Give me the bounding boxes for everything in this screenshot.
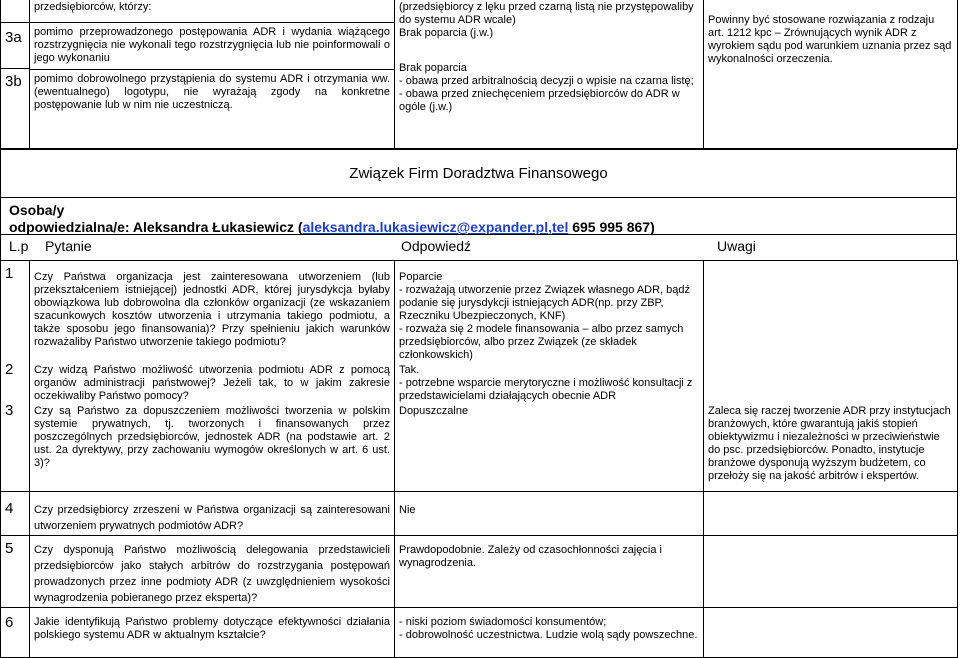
top-remarks-cell [704, 0, 958, 149]
row-number: 3 [1, 404, 30, 491]
remarks-cell [704, 261, 958, 364]
section-title: Związek Firm Doradztwa Finansowego [0, 149, 957, 197]
row-id-column [1, 0, 30, 149]
top-answer-line: - obawa przed arbitralnością decyzji o wpisie na czarna listę; [399, 75, 694, 87]
contact-person: odpowiedzialna/e: Aleksandra Łukasiewicz ( [9, 219, 303, 235]
answer-cell [395, 261, 704, 364]
question-cell: Jakie identyfikują Państwo problemy dotyczące efektywności działania polskiego systemu ADR w aktualnym kształcie? [30, 607, 395, 657]
answer-line: - niski poziom świadomości konsumentów; [399, 615, 607, 628]
criteria-column [30, 0, 395, 149]
header-lp: L.p [9, 238, 29, 254]
contact-email-link[interactable]: aleksandra.lukasiewicz@expander.pl,tel [302, 219, 569, 235]
top-remarks-text: Powinny być stosowane rozwiązania z rodzaju art. 1212 kpc – Zrównujących wynik ADR z wyrokiem sądu pod warunkiem uznania przez sąd wykonalności orzeczenia. [708, 14, 952, 65]
header-remarks: Uwagi [717, 238, 756, 254]
question-cell: Czy przedsiębiorcy zrzeszeni w Państwa organizacji są zainteresowani utworzeniem prywatnych podmiotów ADR? [30, 491, 395, 535]
row-id-3a: 3a [1, 23, 29, 69]
contact-label: Osoba/y [9, 202, 65, 218]
table-row [1, 363, 958, 404]
answer-line: - rozważają utworzenie przez Związek własnego ADR, bądź podanie się jurysdykcji istniejących ADR(np. przy ZBP, Rzeczniku Ubezpieczonych, KNF) [399, 284, 691, 322]
top-answer-cell [395, 0, 704, 149]
table-row [1, 491, 958, 535]
table-row [1, 404, 958, 491]
row-number: 1 [1, 261, 30, 364]
top-answer-line: - obawa przed zniechęceniem przedsiębiorców do ADR w ogóle (j.w.) [399, 88, 680, 113]
answer-line: Poparcie [399, 271, 443, 283]
row-3a-text: pomimo przeprowadzonego postępowania ADR i wydania wiążącego rozstrzygnięcia nie wykonali tego rozstrzygnięcia lub nie poinformowali o jego wykonaniu [30, 23, 394, 70]
row-number: 2 [1, 363, 30, 404]
answer-cell [395, 535, 704, 607]
header-question: Pytanie [45, 238, 92, 254]
upper-table [0, 0, 958, 149]
remarks-cell [704, 491, 958, 535]
row-number: 4 [1, 491, 30, 535]
question-cell: Czy dysponują Państwo możliwością delegowania przedstawicieli przedsiębiorców jako stałych arbitrów do rozstrzygania postępowań prowadzonych przez inne podmioty ADR (z uwzględnieniem wysokości wynagrodzenia pobieranego przez eksperta)? [30, 535, 395, 607]
top-answer-line: Brak poparcia [399, 62, 467, 74]
answer-line: - rozważa się 2 modele finansowania – albo przez samych przedsiębiorców, albo przez Związek (ze składek członkowskich) [399, 323, 684, 361]
answer-line: - dobrowolność uczestnictwa. Ludzie wolą sądy powszechne. [399, 628, 698, 641]
remarks-cell [704, 607, 958, 657]
table-header [0, 234, 957, 260]
remarks-cell [704, 535, 958, 607]
row-3b-text: pomimo dobrowolnego przystąpienia do systemu ADR i otrzymania ww. (ewentualnego) logotypu, nie wyrażają zgody na konkretne postępowanie lub w nim nie uczestniczą. [34, 73, 390, 111]
answer-line: Dopuszczalne [399, 405, 469, 417]
header-answer: Odpowiedź [401, 238, 472, 254]
answer-cell [395, 404, 704, 491]
row-number: 6 [1, 607, 30, 657]
remarks-cell: Zaleca się raczej tworzenie ADR przy instytucjach branżowych, które gwarantują jakiś stopień obiektywizmu i niezależności w przeciwieństwie do psc. przedsiębiorców. Ponadto, instytucje branżowe dysponują wyższym budżetem, co przełoży się na jakość arbitrów i ekspertów. [704, 404, 958, 491]
answer-line: Tak. [399, 364, 420, 376]
table-row [1, 607, 958, 657]
row-number: 5 [1, 535, 30, 607]
answer-line: Nie [399, 503, 416, 516]
questionnaire-table [0, 260, 958, 658]
question-cell: Czy Państwa organizacja jest zainteresowana utworzeniem (lub przekształceniem istniejącej) jednostki ADR, której jurysdykcja byłaby obowiązkowa lub dobrowolna dla członków organizacji (ze wskazaniem szacunkowych kosztów utworzenia i utrzymania takiego podmiotu, a także sposobu jego finansowania)? Przy spełnieniu jakich warunków rozważaliby Państwo utworzenie takiego podmiotu? [30, 261, 395, 364]
table-row [1, 535, 958, 607]
top-answer-line: Brak poparcia (j.w.) [399, 27, 494, 39]
answer-cell [395, 363, 704, 404]
row-id-3b: 3b [5, 73, 22, 90]
top-answer-line: (przedsiębiorcy z lęku przed czarną listą nie przystępowaliby do systemu ADR wcale) [399, 1, 694, 26]
question-cell: Czy widzą Państwo możliwość utworzenia podmiotu ADR z pomocą organów administracji państwowej? Jeżeli tak, to w jakim zakresie oczekiwaliby Państwo pomocy? [30, 363, 395, 404]
answer-cell [395, 607, 704, 657]
remarks-cell [704, 363, 958, 404]
contact-phone: 695 995 867) [568, 219, 655, 235]
answer-line: Prawdopodobnie. Zależy od czasochłonności zajęcia i wynagrodzenia. [399, 543, 662, 569]
question-cell: Czy są Państwo za dopuszczeniem możliwości tworzenia w polskim systemie prywatnych, tj. tworzonych i finansowanych przez poszczególnych przedsiębiorców, jednostek ADR (na podstawie art. 2 ust. 2a dyrektywy, przy zachowaniu wymogów określonych w art. 6 ust. 3)? [30, 404, 395, 491]
answer-line: - potrzebne wsparcie merytoryczne i możliwość konsultacji z przedstawicielami działających obecnie ADR [399, 377, 693, 402]
answer-cell [395, 491, 704, 535]
table-row [1, 261, 958, 364]
intro-fragment: przedsiębiorców, którzy: [30, 0, 394, 23]
